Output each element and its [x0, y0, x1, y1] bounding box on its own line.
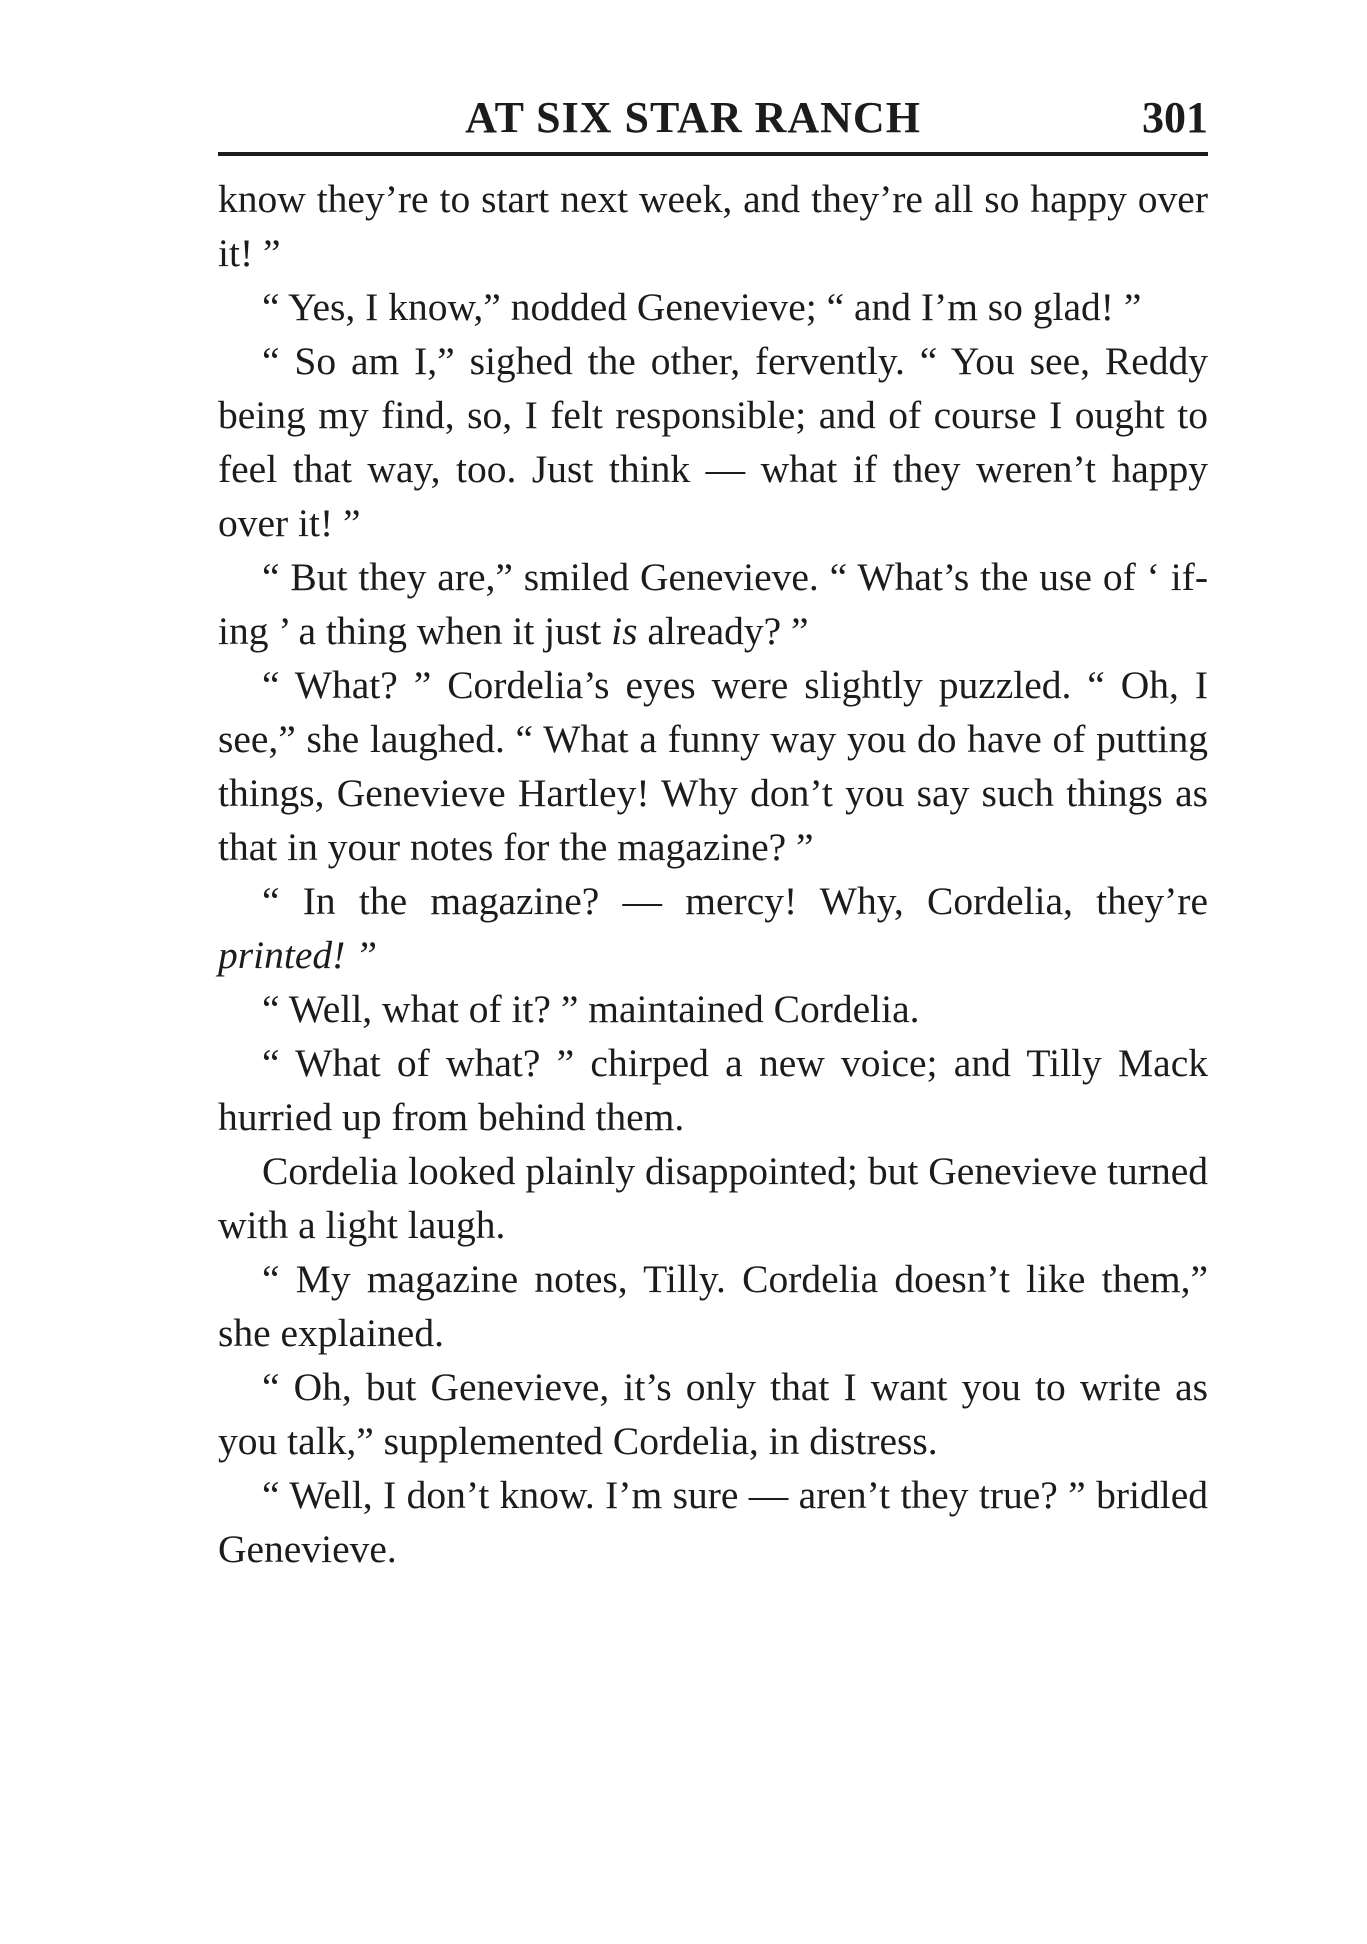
text-span: “ What? ” Cordelia’s eyes were slightly puzzled. “ Oh, I see,” she laughed. “ What a funny way you do have of putting things, Genevieve Hartley! Why don’t you say such things as that in your notes for the magazine? ” [218, 663, 1208, 869]
paragraph-2 [218, 280, 1208, 334]
paragraph-12 [218, 1468, 1208, 1576]
paragraph-7 [218, 982, 1208, 1036]
running-title: AT SIX STAR RANCH [465, 93, 921, 142]
paragraph-4 [218, 550, 1208, 658]
book-page [218, 88, 1208, 1576]
paragraph-10 [218, 1252, 1208, 1360]
running-head [218, 88, 1208, 156]
text-span: Cordelia looked plainly disappointed; but Genevieve turned with a light laugh. [218, 1149, 1208, 1247]
text-span: “ Well, what of it? ” maintained Cordelia. [262, 987, 920, 1031]
paragraph-5 [218, 658, 1208, 874]
text-span: “ Yes, I know,” nodded Genevieve; “ and I’m so glad! ” [262, 285, 1142, 329]
paragraph-8 [218, 1036, 1208, 1144]
text-span: “ In the magazine? — mercy! Why, Cordelia, they’re [262, 879, 1208, 923]
text-span: “ Well, I don’t know. I’m sure — aren’t they true? ” bridled Genevieve. [218, 1473, 1208, 1571]
text-span: already? ” [637, 609, 809, 653]
italic-text: printed! ” [218, 933, 378, 977]
paragraph-6 [218, 874, 1208, 982]
italic-text: is [611, 609, 638, 653]
paragraph-9 [218, 1144, 1208, 1252]
paragraph-3 [218, 334, 1208, 550]
text-span: “ My magazine notes, Tilly. Cordelia doesn’t like them,” she explained. [218, 1257, 1208, 1355]
paragraph-11 [218, 1360, 1208, 1468]
text-span: “ What of what? ” chirped a new voice; and Tilly Mack hurried up from behind them. [218, 1041, 1208, 1139]
page-number: 301 [1142, 93, 1208, 142]
text-span: know they’re to start next week, and they’re all so happy over it! ” [218, 177, 1208, 275]
text-span: “ So am I,” sighed the other, fervently. “ You see, Reddy being my find, so, I felt responsible; and of course I ought to feel that way, too. Just think — what if they weren’t happy over it! ” [218, 339, 1208, 545]
paragraph-1 [218, 172, 1208, 280]
text-span: “ But they are,” smiled Genevieve. “ What’s the use of ‘ if-ing ’ a thing when it just [218, 555, 1208, 653]
body-text [218, 172, 1208, 1576]
text-span: “ Oh, but Genevieve, it’s only that I want you to write as you talk,” supplemented Cordelia, in distress. [218, 1365, 1208, 1463]
